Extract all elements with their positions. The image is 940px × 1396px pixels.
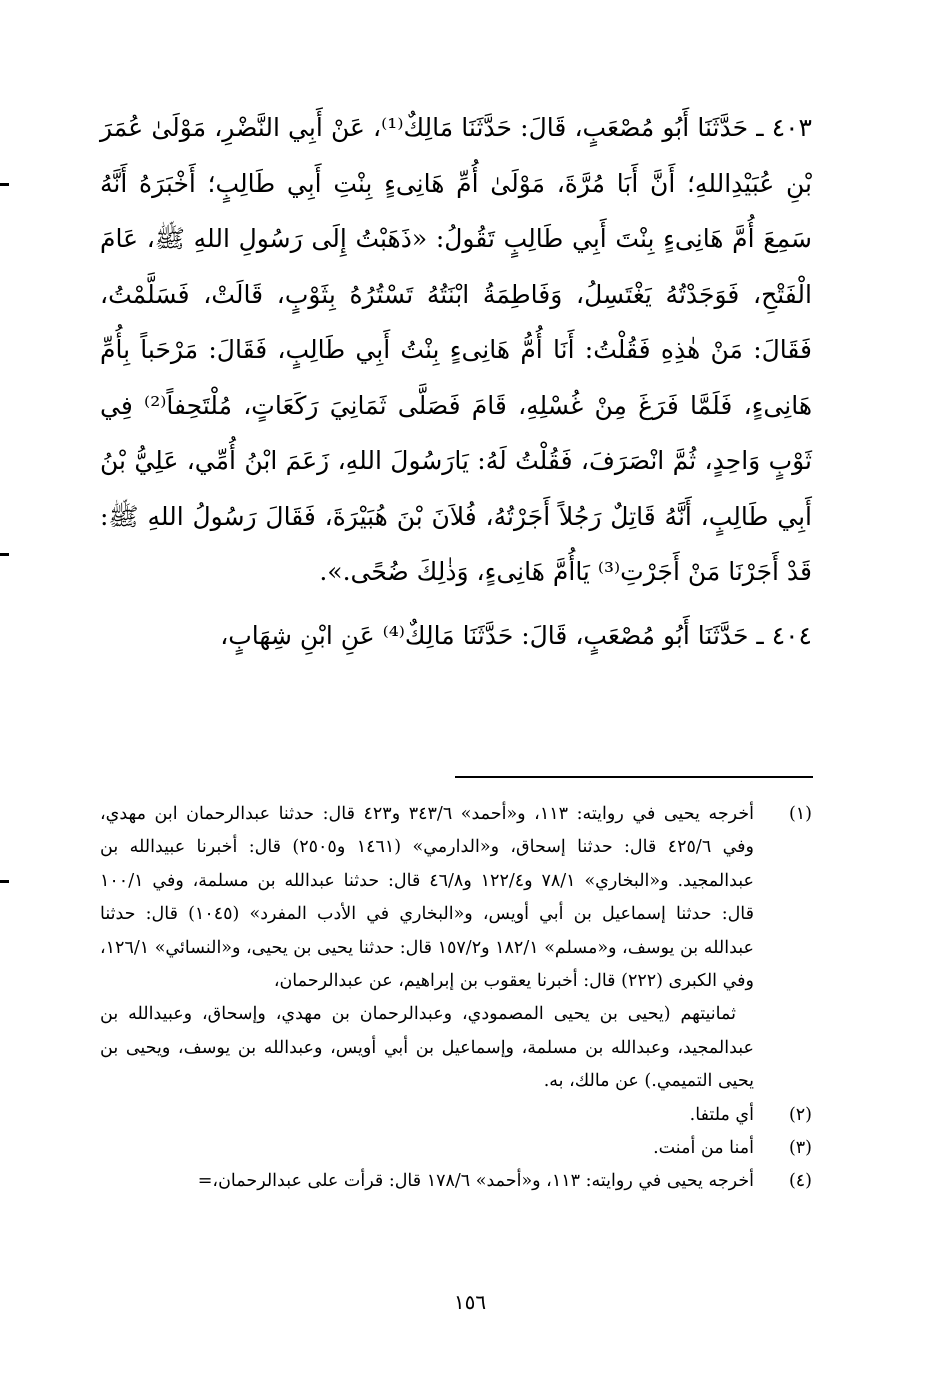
footnote-2 — [100, 1099, 812, 1132]
footnote-text: أخرجه يحيى في روايته: ١١٣، و«أحمد» ٣٤٣/٦ و٤٢٣ قال: حدثنا عبدالرحمان ابن مهدي، وفي ٤٢٥/٦ قال: حدثنا إسحاق، و«الدارمي» (١٤٦١ و٢٥٠٥) قال: أخبرنا عبيدالله بن عبدالمجيد. و«البخاري» ٧٨/١ و١٢٢/٤ و٤٦/٨ قال: حدثنا عبدالله بن مسلمة، وفي ١٠٠/١ قال: حدثنا إسماعيل بن أبي أويس، و«البخاري في الأدب المفرد» (١٠٤٥) قال: حدثنا عبدالله بن يوسف، و«مسلم» ١٨٢/١ و١٥٧/٢ قال: حدثنا يحيى بن يحيى، و«النسائي» ١٢٦/١، وفي الكبرى (٢٢٢) قال: أخبرنا يعقوب بن إبراهيم، عن عبدالرحمان، — [100, 804, 755, 992]
footnote-text-continued: ثمانيتهم (يحيى بن يحيى المصمودي، وعبدالرحمان بن مهدي، وإسحاق، وعبيدالله بن عبدالمجيد، وعبدالله بن مسلمة، وإسماعيل بن أبي أويس، وعبدالله بن يوسف، ويحيى بن يحيى التميمي.) عن مالك، به. — [100, 1004, 754, 1092]
page-number: ١٥٦ — [453, 1290, 487, 1314]
margin-mark — [0, 183, 9, 186]
hadith-403-paragraph: ٤٠٣ ـ حَدَّثَنَا أَبُو مُصْعَبٍ، قَالَ: حَدَّثَنَا مَالِكٌ⁽¹⁾، عَنْ أَبِي النَّضْرِ، مَوْلَىٰ عُمَرَ بْنِ عُبَيْدِاللهِ؛ أَنَّ أَبَا مُرَّةَ، مَوْلَىٰ أُمِّ هَانِىءٍ بِنْتِ أَبِي طَالِبٍ؛ أَخْبَرَهُ أَنَّهُ سَمِعَ أُمَّ هَانِىءٍ بِنْتَ أَبِي طَالِبٍ تَقُولُ: «ذَهَبْتُ إِلَى رَسُولِ اللهِ ﷺ، عَامَ الْفَتْحِ، فَوَجَدْتُهُ يَغْتَسِلُ، وَفَاطِمَةُ ابْنَتُهُ تَسْتُرُهُ بِثَوْبٍ، قَالَتْ، فَسَلَّمْتُ، فَقَالَ: مَنْ هٰذِهِ فَقُلْتُ: أَنَا أُمُّ هَانِىءٍ بِنْتُ أَبِي طَالِبٍ، فَقَالَ: مَرْحَباً بِأُمِّ هَانِىءٍ، فَلَمَّا فَرَغَ مِنْ غُسْلِهِ، قَامَ فَصَلَّى ثَمَانِيَ رَكَعَاتٍ، مُلْتَحِفاً⁽²⁾ فِي ثَوْبٍ وَاحِدٍ، ثُمَّ انْصَرَفَ، فَقُلْتُ لَهُ: يَارَسُولَ اللهِ، زَعَمَ ابْنُ أُمِّي، عَلِيُّ بْنُ أَبِي طَالِبٍ، أَنَّهُ قَاتِلٌ رَجُلاً أَجَرْتُهُ، فُلاَنَ بْنَ هُبَيْرَةَ، فَقَالَ رَسُولُ اللهِ ﷺ: قَدْ أَجَرْنَا مَنْ أَجَرْتِ⁽³⁾ يَاأُمَّ هَانِىءٍ، وَذٰلِكَ ضُحًى.». — [100, 113, 813, 586]
footnote-3 — [100, 1132, 812, 1165]
footnote-text: أخرجه يحيى في روايته: ١١٣، و«أحمد» ١٧٨/٦ قال: قرأت على عبدالرحمان،= — [197, 1171, 754, 1192]
footnote-number: (٢) — [788, 1104, 812, 1125]
footnote-1 — [100, 798, 812, 1099]
footnotes — [100, 798, 812, 1199]
footnote-text: أي ملتفا. — [689, 1104, 754, 1125]
footnote-4 — [100, 1165, 812, 1198]
footnote-text: أمنا من أمنت. — [653, 1138, 754, 1159]
hadith-404-paragraph: ٤٠٤ ـ حَدَّثَنَا أَبُو مُصْعَبٍ، قَالَ: حَدَّثَنَا مَالِكٌ⁽⁴⁾ عَنِ ابْنِ شِهَابٍ، — [220, 620, 812, 650]
footnote-number: (١) — [788, 804, 812, 824]
footnote-separator — [455, 776, 813, 778]
margin-mark — [0, 880, 9, 883]
margin-mark — [0, 553, 9, 556]
footnote-number: (٤) — [788, 1171, 812, 1192]
main-text — [100, 100, 812, 663]
footnote-number: (٣) — [788, 1138, 812, 1159]
